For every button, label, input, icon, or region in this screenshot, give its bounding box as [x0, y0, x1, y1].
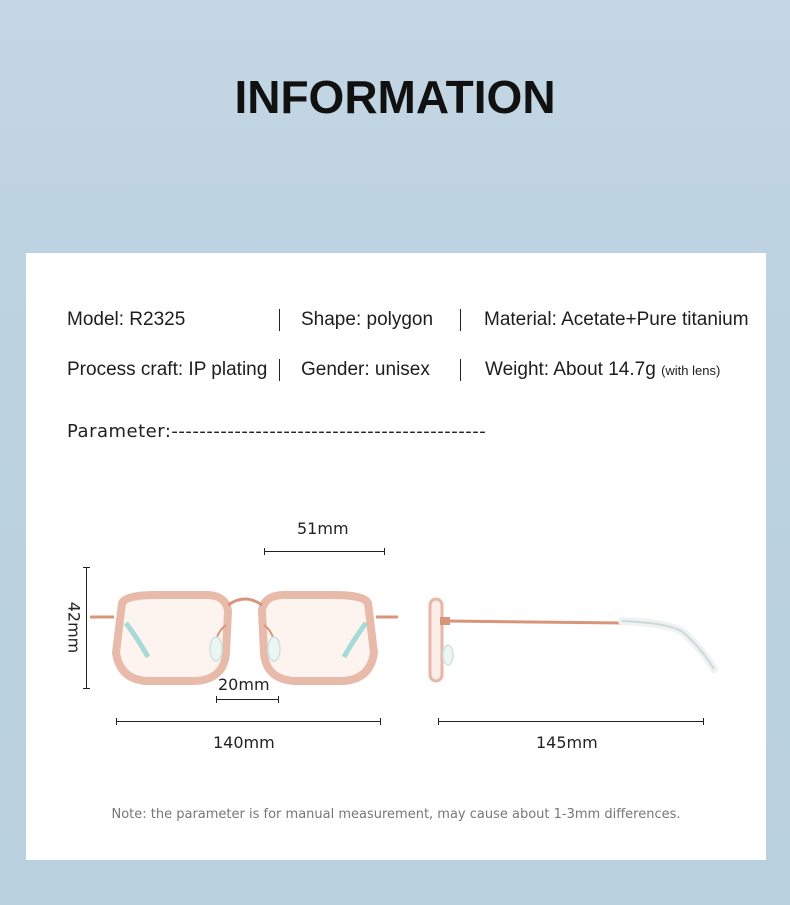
dim-tick [438, 718, 439, 725]
temple-tip [622, 621, 714, 669]
temple-length-label: 145mm [536, 733, 598, 752]
separator [460, 309, 461, 331]
dim-tick [278, 696, 279, 703]
dim-tick [380, 718, 381, 725]
spec-model: Model: R2325 [67, 309, 186, 330]
spec-weight-value: Weight: About 14.7g [485, 359, 656, 380]
parameter-label: Parameter: [67, 421, 172, 442]
lens-edge [430, 599, 442, 681]
lens-left [116, 595, 228, 681]
measurement-note: Note: the parameter is for manual measurement, may cause about 1-3mm differences. [111, 807, 681, 822]
bridge-width-label: 20mm [218, 675, 270, 694]
lens-width-label: 51mm [297, 519, 349, 538]
nose-pad-left [210, 637, 222, 661]
info-card [26, 253, 766, 860]
spec-weight-note: (with lens) [661, 363, 721, 378]
page-title: INFORMATION [234, 71, 556, 123]
nose-pad-side [443, 645, 453, 665]
bridge-width-line [216, 699, 278, 700]
lens-height-label: 42mm [64, 601, 84, 654]
frame-width-line [116, 721, 380, 722]
spec-shape: Shape: polygon [301, 309, 434, 330]
glasses-side-view [422, 593, 722, 693]
separator [279, 309, 280, 331]
separator [460, 359, 461, 381]
dim-tick [264, 548, 265, 555]
dim-tick [116, 718, 117, 725]
spec-material: Material: Acetate+Pure titanium [484, 309, 749, 330]
spec-process: Process craft: IP plating [67, 359, 268, 380]
separator [279, 359, 280, 381]
parameter-heading [67, 421, 486, 442]
spec-gender: Gender: unisex [301, 359, 430, 380]
parameter-dashes: --------------------------------------------- [171, 421, 487, 442]
bridge [228, 599, 262, 605]
dim-tick [703, 718, 704, 725]
lens-width-line [264, 551, 384, 552]
nose-pad-right [268, 637, 280, 661]
dim-tick [216, 696, 217, 703]
temple-length-line [438, 721, 703, 722]
dim-tick [83, 567, 90, 568]
temple-metal [448, 621, 622, 623]
frame-width-label: 140mm [213, 733, 275, 752]
spec-weight [485, 359, 720, 381]
dim-tick [384, 548, 385, 555]
